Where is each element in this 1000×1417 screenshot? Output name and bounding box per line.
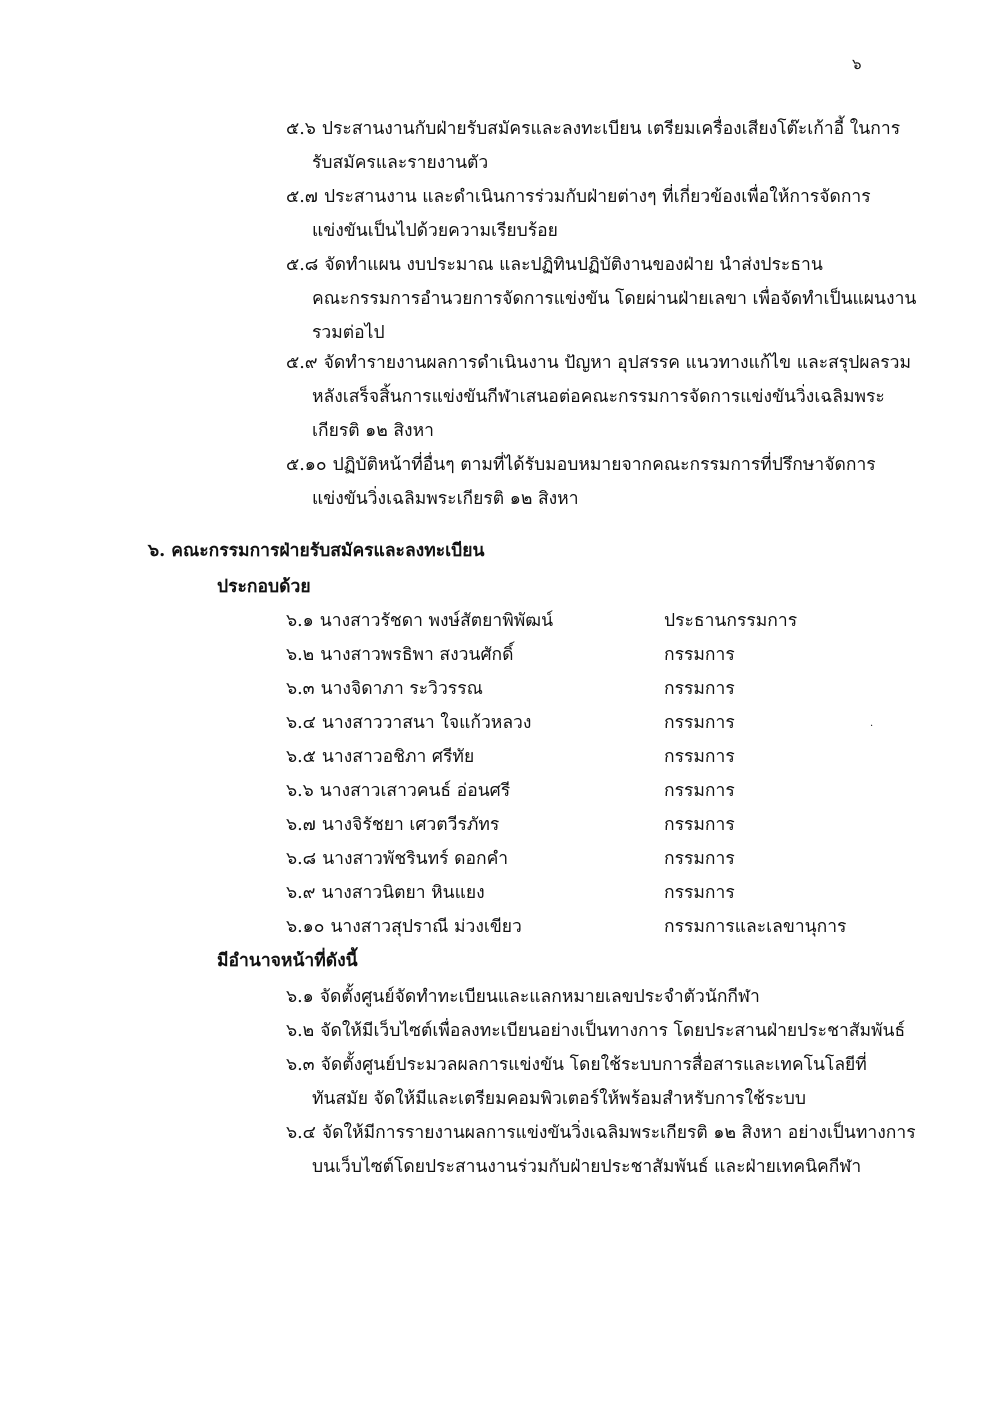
- member-number: ๖.๙: [286, 883, 316, 903]
- member-name: [286, 910, 522, 944]
- member-role: กรรมการและเลขานุการ: [664, 917, 847, 937]
- member-name: [286, 604, 553, 638]
- member-name-text: นางสาวรัชดา พงษ์สัตยาพิพัฒน์: [319, 611, 554, 631]
- member-role: กรรมการ: [664, 815, 735, 835]
- member-number: ๖.๗: [286, 815, 316, 835]
- member-number: ๖.๕: [286, 747, 316, 767]
- duty-number: ๕.๗: [286, 187, 318, 207]
- duty-number: ๖.๔: [286, 1123, 316, 1143]
- member-role: กรรมการ: [664, 849, 735, 869]
- member-role: กรรมการ: [664, 781, 735, 801]
- member-name: [286, 876, 485, 910]
- duty-text: จัดตั้งศูนย์ประมวลผลการแข่งขัน โดยใช้ระบบการสื่อสารและเทคโนโลยีที่: [320, 1055, 867, 1075]
- duty-item: [286, 1116, 916, 1184]
- duty-text: ปฏิบัติหน้าที่อื่นๆ ตามที่ได้รับมอบหมายจากคณะกรรมการที่ปรึกษาจัดการ: [332, 455, 876, 475]
- scan-speck: .: [870, 718, 874, 729]
- member-role: กรรมการ: [664, 713, 735, 733]
- duty-text-continued: บนเว็บไซต์โดยประสานงานร่วมกับฝ่ายประชาสัมพันธ์ และฝ่ายเทคนิคกีฬา: [312, 1157, 862, 1177]
- duty-number: ๕.๑๐: [286, 455, 327, 475]
- member-name: [286, 672, 483, 706]
- member-name: [286, 808, 499, 842]
- duties-heading: มีอำนาจหน้าที่ดังนี้: [217, 951, 358, 971]
- duty-number: ๕.๖: [286, 119, 316, 139]
- member-name-text: นางสาวสุปราณี ม่วงเขียว: [330, 917, 522, 937]
- member-role: กรรมการ: [664, 747, 735, 767]
- composed-of-heading: ประกอบด้วย: [217, 577, 311, 597]
- duty-text-continued: คณะกรรมการอำนวยการจัดการแข่งขัน โดยผ่านฝ่ายเลขา เพื่อจัดทำเป็นแผนงาน: [312, 289, 917, 309]
- member-number: ๖.๔: [286, 713, 316, 733]
- member-name-text: นางสาววาสนา ใจแก้วหลวง: [321, 713, 532, 733]
- duty-number: ๕.๙: [286, 353, 318, 373]
- duty-item: [286, 448, 876, 516]
- duty-item: [286, 112, 901, 180]
- duty-text: จัดตั้งศูนย์จัดทำทะเบียนและแลกหมายเลขประจำตัวนักกีฬา: [319, 987, 760, 1007]
- duty-text-continued: เกียรติ ๑๒ สิงหา: [312, 421, 434, 441]
- duty-text: จัดให้มีเว็บไซต์เพื่อลงทะเบียนอย่างเป็นทางการ โดยประสานฝ่ายประชาสัมพันธ์: [320, 1021, 906, 1041]
- duty-number: ๖.๑: [286, 987, 314, 1007]
- duty-text: จัดให้มีการรายงานผลการแข่งขันวิ่งเฉลิมพระเกียรติ ๑๒ สิงหา อย่างเป็นทางการ: [321, 1123, 916, 1143]
- duty-item: [286, 180, 871, 248]
- section-heading: ๖. คณะกรรมการฝ่ายรับสมัครและลงทะเบียน: [148, 541, 485, 561]
- member-name-text: นางจิดาภา ระวิวรรณ: [320, 679, 483, 699]
- member-role: ประธานกรรมการ: [664, 611, 798, 631]
- member-name: [286, 638, 514, 672]
- duty-text-continued: ทันสมัย จัดให้มีและเตรียมคอมพิวเตอร์ให้พร้อมสำหรับการใช้ระบบ: [312, 1089, 806, 1109]
- duty-item: [286, 346, 912, 448]
- member-number: ๖.๘: [286, 849, 317, 869]
- member-name-text: นางสาวเสาวคนธ์ อ่อนศรี: [319, 781, 511, 801]
- duty-text: ประสานงาน และดำเนินการร่วมกับฝ่ายต่างๆ ที่เกี่ยวข้องเพื่อให้การจัดการ: [323, 187, 871, 207]
- member-name-text: นางสาวพรธิพา สงวนศักดิ์: [320, 645, 514, 665]
- member-number: ๖.๖: [286, 781, 314, 801]
- member-name-text: นางสาวนิตยา หินแยง: [321, 883, 485, 903]
- member-name-text: นางสาวอชิภา ศรีทัย: [321, 747, 475, 767]
- duty-text-continued: แข่งขันวิ่งเฉลิมพระเกียรติ ๑๒ สิงหา: [312, 489, 579, 509]
- member-name: [286, 842, 508, 876]
- member-name: [286, 774, 510, 808]
- member-role: กรรมการ: [664, 645, 735, 665]
- duty-item: [286, 1014, 906, 1048]
- duty-text: จัดทำแผน งบประมาณ และปฏิทินปฏิบัติงานของฝ่าย นำส่งประธาน: [324, 255, 823, 275]
- duty-item: [286, 1048, 871, 1116]
- member-number: ๖.๑: [286, 611, 314, 631]
- member-number: ๖.๑๐: [286, 917, 325, 937]
- duty-text: จัดทำรายงานผลการดำเนินงาน ปัญหา อุปสรรค แนวทางแก้ไข และสรุปผลรวม: [323, 353, 912, 373]
- member-name-text: นางจิรัชยา เศวตวีรภัทร: [321, 815, 500, 835]
- duty-text-continued: รับสมัครและรายงานตัว: [312, 153, 489, 173]
- member-number: ๖.๒: [286, 645, 315, 665]
- member-name: [286, 706, 531, 740]
- member-name: [286, 740, 474, 774]
- duty-text-continued: แข่งขันเป็นไปด้วยความเรียบร้อย: [312, 221, 558, 241]
- page-number: ๖: [852, 55, 862, 73]
- duty-item: [286, 248, 917, 350]
- duty-item: [286, 980, 871, 1014]
- member-role: กรรมการ: [664, 883, 735, 903]
- duty-number: ๕.๘: [286, 255, 319, 275]
- duty-number: ๖.๓: [286, 1055, 315, 1075]
- member-role: กรรมการ: [664, 679, 735, 699]
- member-number: ๖.๓: [286, 679, 315, 699]
- duty-text-continued: รวมต่อไป: [312, 323, 385, 343]
- duty-text-continued: หลังเสร็จสิ้นการแข่งขันกีฬาเสนอต่อคณะกรรมการจัดการแข่งขันวิ่งเฉลิมพระ: [312, 387, 885, 407]
- duty-number: ๖.๒: [286, 1021, 315, 1041]
- duty-text: ประสานงานกับฝ่ายรับสมัครและลงทะเบียน เตรียมเครื่องเสียงโต๊ะเก้าอี้ ในการ: [321, 119, 901, 139]
- member-name-text: นางสาวพัชรินทร์ ดอกคำ: [322, 849, 509, 869]
